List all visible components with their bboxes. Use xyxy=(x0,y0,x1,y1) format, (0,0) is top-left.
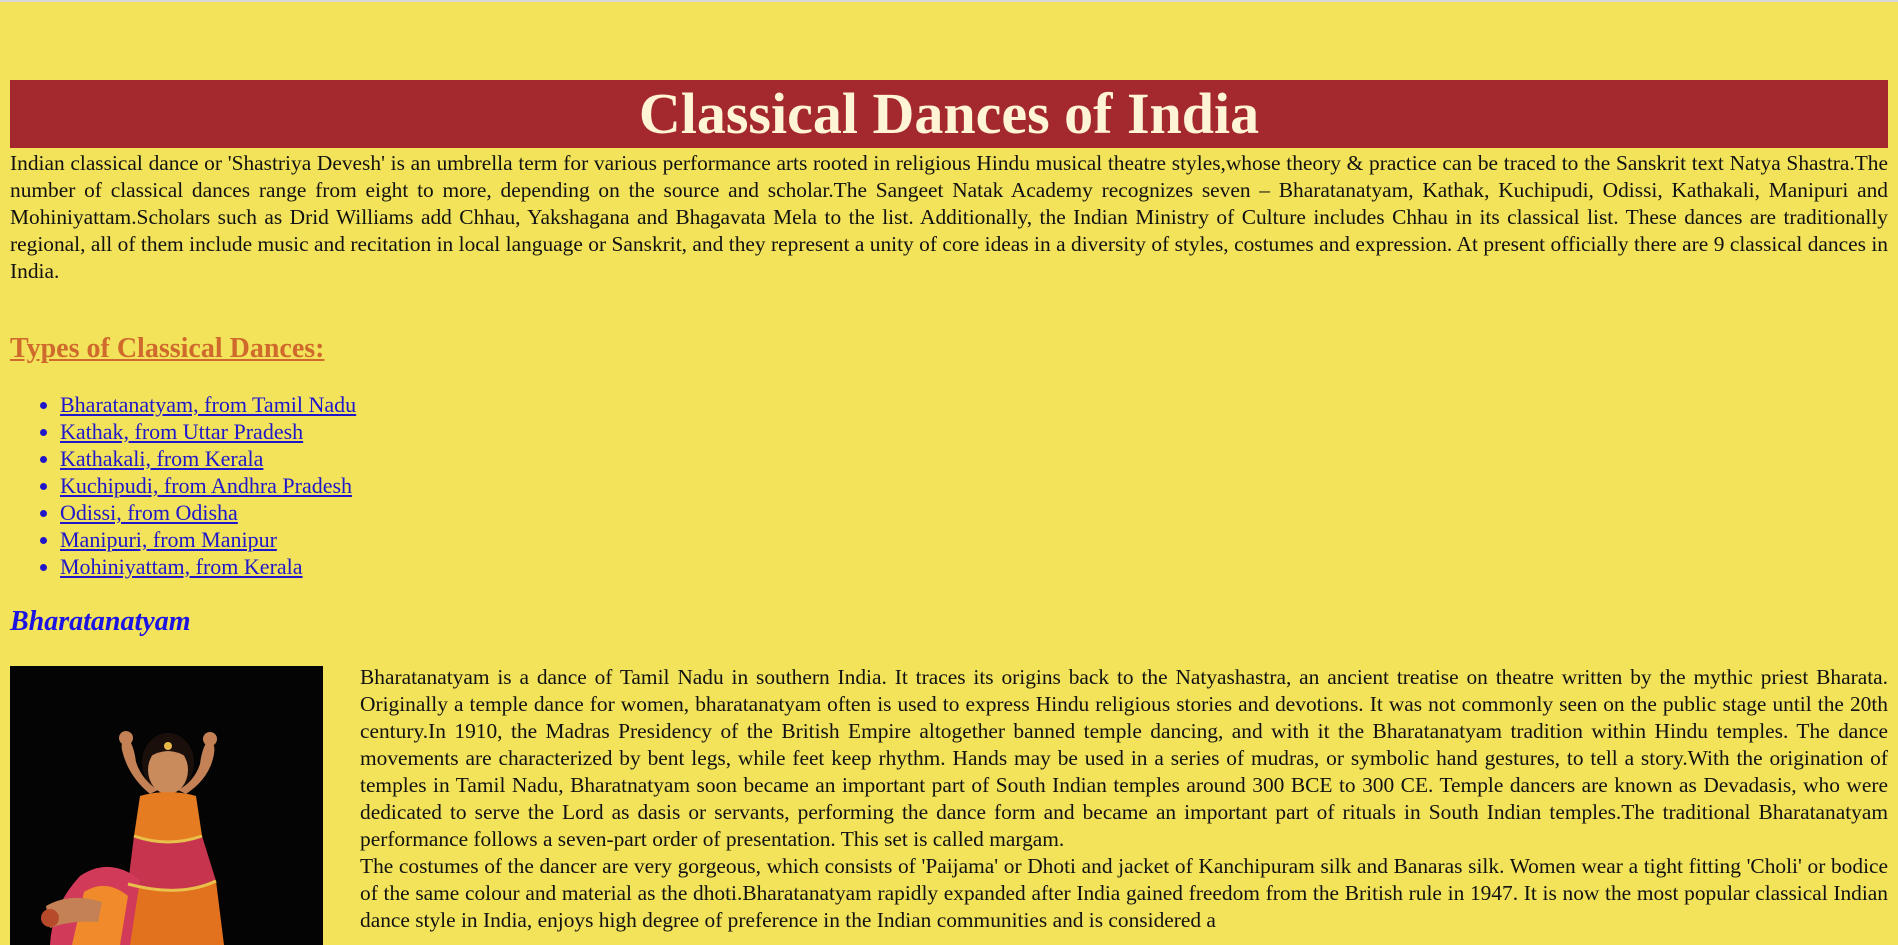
list-item xyxy=(60,553,356,580)
types-list xyxy=(10,391,356,580)
bharatanatyam-dancer-image xyxy=(10,666,323,945)
list-item xyxy=(60,445,356,472)
dancer-illustration xyxy=(10,666,323,945)
dance-link-kathakali[interactable]: Kathakali, from Kerala xyxy=(60,446,264,471)
top-border xyxy=(0,0,1898,2)
list-item xyxy=(60,391,356,418)
dance-link-odissi[interactable]: Odissi, from Odisha xyxy=(60,500,238,525)
section-text-bharatanatyam xyxy=(360,664,1888,934)
section-paragraph-2: The costumes of the dancer are very gorgeous, which consists of 'Paijama' or Dhoti and jacket of Kanchipuram silk and Banaras silk. Women wear a tight fitting 'Choli' or bodice of the same colour and material as the dhoti.Bharatanatyam rapidly expanded after India gained freedom from the British rule in 1947. It is now the most popular classical Indian dance style in India, enjoys high degree of preference in the Indian communities and is considered a xyxy=(360,854,1888,932)
dance-link-mohiniyattam[interactable]: Mohiniyattam, from Kerala xyxy=(60,554,303,579)
list-item xyxy=(60,418,356,445)
types-heading: Types of Classical Dances: xyxy=(10,333,325,364)
page-title: Classical Dances of India xyxy=(10,80,1888,148)
list-item xyxy=(60,499,356,526)
dance-link-kathak[interactable]: Kathak, from Uttar Pradesh xyxy=(60,419,304,444)
dance-link-manipuri[interactable]: Manipuri, from Manipur xyxy=(60,527,277,552)
section-heading-bharatanatyam: Bharatanatyam xyxy=(10,606,191,637)
dance-link-bharatanatyam[interactable]: Bharatanatyam, from Tamil Nadu xyxy=(60,392,357,417)
list-item xyxy=(60,526,356,553)
dance-link-kuchipudi[interactable]: Kuchipudi, from Andhra Pradesh xyxy=(60,473,353,498)
list-item xyxy=(60,472,356,499)
intro-paragraph: Indian classical dance or 'Shastriya Devesh' is an umbrella term for various performance arts rooted in religious Hindu musical theatre styles,whose theory & practice can be traced to the Sanskrit text Natya Shastra.The number of classical dances range from eight to more, depending on the source and scholar.The Sangeet Natak Academy recognizes seven – Bharatanatyam, Kathak, Kuchipudi, Odissi, Kathakali, Manipuri and Mohiniyattam.Scholars such as Drid Williams add Chhau, Yakshagana and Bhagavata Mela to the list. Additionally, the Indian Ministry of Culture includes Chhau in its classical list. These dances are traditionally regional, all of them include music and recitation in local language or Sanskrit, and they represent a unity of core ideas in a diversity of styles, costumes and expression. At present officially there are 9 classical dances in India. xyxy=(10,151,1888,283)
section-paragraph-1: Bharatanatyam is a dance of Tamil Nadu in southern India. It traces its origins back to the Natyashastra, an ancient treatise on theatre written by the mythic priest Bharata. Originally a temple dance for women, bharatanatyam often is used to express Hindu religious stories and devotions. It was not commonly seen on the public stage until the 20th century.In 1910, the Madras Presidency of the British Empire altogether banned temple dancing, and with it the Bharatanatyam tradition within Hindu temples. The dance movements are characterized by bent legs, while feet keep rhythm. Hands may be used in a series of mudras, or symbolic hand gestures, to tell a story.With the origination of temples in Tamil Nadu, Bharatnatyam soon became an important part of South Indian temples around 300 BCE to 300 CE. Temple dancers are known as Devadasis, who were dedicated to serve the Lord as dasis or servants, performing the dance form and became an important part of rituals in South Indian temples.The traditional Bharatanatyam performance follows a seven-part order of presentation. This set is called margam. xyxy=(360,665,1888,851)
